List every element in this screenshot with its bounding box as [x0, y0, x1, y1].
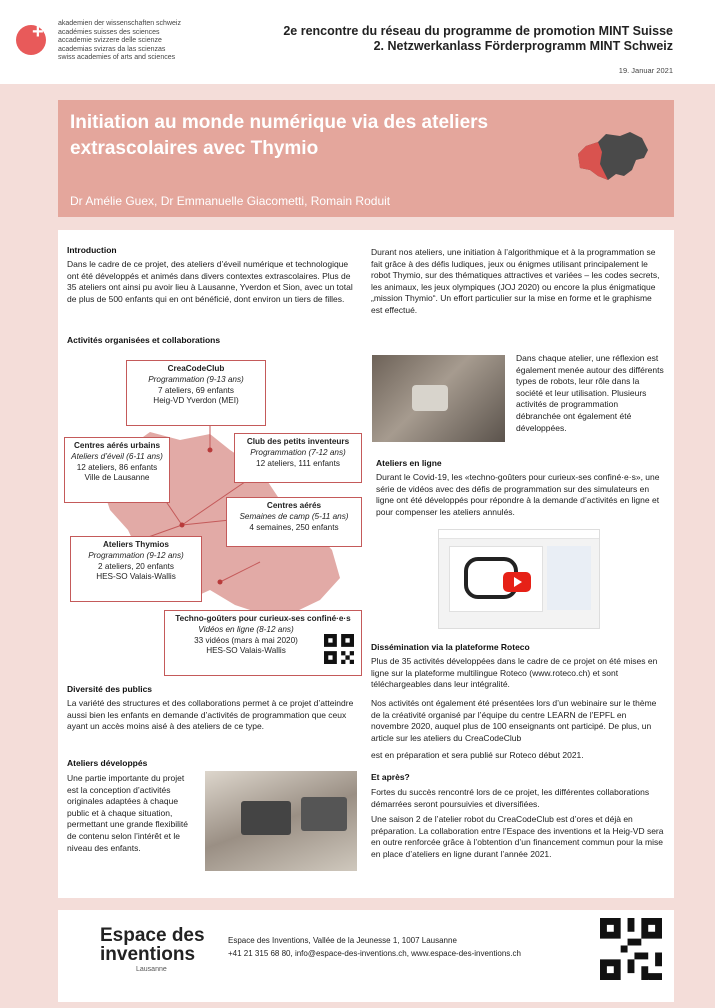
- diversity-text: La variété des structures et des collaborations permet à ce projet d’atteindre aussi bien les enfants en demande d’activités de programmation que ceux ayant un accès moins aisé à des ateliers de ce type.: [67, 698, 354, 732]
- qr-code-icon[interactable]: [324, 634, 354, 664]
- laptop-shape: [301, 797, 347, 831]
- switzerland-map-icon: [572, 124, 652, 190]
- poster-title: Initiation au monde numérique via des ateliers extrascolaires avec Thymio: [70, 112, 489, 159]
- academy-line: akademien der wissenschaften schweiz: [58, 20, 181, 27]
- laptops-photo: [205, 771, 357, 871]
- footer-address: Espace des Inventions, Vallée de la Jeunesse 1, 1007 Lausanne: [228, 936, 457, 945]
- academy-line: accademie svizzere delle scienze: [58, 37, 162, 44]
- footer-contact-line[interactable]: +41 21 315 68 80, info@espace-des-inventions.ch, www.espace-des-inventions.ch: [228, 948, 521, 958]
- online-heading: Ateliers en ligne: [376, 458, 442, 468]
- activities-heading: Activités organisées et collaborations: [67, 335, 221, 345]
- roteco-heading: Dissémination via la plateforme Roteco: [371, 642, 530, 652]
- plus-icon: +: [32, 21, 44, 43]
- box-creacodeclub: [126, 360, 266, 426]
- box-subtitle: Programmation (7-12 ans): [250, 447, 346, 457]
- box-subtitle: Programmation (9-12 ans): [88, 550, 184, 560]
- next-heading: Et après?: [371, 772, 410, 782]
- box-subtitle: Semaines de camp (5-11 ans): [239, 511, 349, 521]
- children-robots-photo: [372, 355, 505, 442]
- box-line: 2 ateliers, 20 enfants: [97, 561, 174, 571]
- footer-contact: [228, 935, 521, 960]
- academy-line: academias svizras da las scienzas: [58, 45, 166, 53]
- video-screenshot[interactable]: [438, 529, 600, 629]
- box-title: Centres aérés: [266, 501, 322, 510]
- box-title: Club des petits inventeurs: [246, 437, 350, 446]
- box-centres-aeres: [226, 497, 362, 547]
- robot-shape: [412, 385, 448, 411]
- event-title: [283, 24, 673, 54]
- box-line: 4 semaines, 250 enfants: [249, 522, 339, 532]
- box-line: HES-SO Valais-Wallis: [206, 646, 286, 656]
- intro-right-text: Durant nos ateliers, une initiation à l’algorithmique et à la programmation se fait grâce à des défis ludiques, jeux ou énigmes utilisant principalement le robot Thymio, sur des thématiques attractives et variées – les codes secrets, les animaux, les jeux olympiques (JOJ 2020) ou encore la plus énigmatique „mission Thymio“. Un effort particulier sur la mise en forme et le graphisme est effectué.: [371, 247, 660, 315]
- box-line: 7 ateliers, 69 enfants: [157, 385, 234, 395]
- play-button[interactable]: [503, 572, 531, 592]
- brand-line: inventions: [100, 944, 196, 965]
- roteco-text-1: Plus de 35 activités développées dans le cadre de ce projet on été mises en ligne sur la plateforme multilingue Roteco (www.roteco.ch) et sont téléchargeables dans leur intégralité.: [371, 656, 658, 690]
- brand-line: Espace des: [100, 925, 205, 946]
- video-topbar: [439, 530, 599, 539]
- intro-heading: Introduction: [67, 245, 117, 255]
- play-icon: [514, 577, 522, 587]
- code-panel: [547, 546, 591, 610]
- academy-line: académies suisses des sciences: [58, 28, 160, 36]
- intro-text: Dans le cadre de ce projet, des ateliers d’éveil numérique et technologique ont été développés et animés dans divers contextes extrascolaires. Plus de 35 ateliers ont ainsi pu avoir lieu à Lausanne, Yverdon et Sion, avec un total de plus de 500 enfants qui en ont bénéficié, dont environ un tiers de filles.: [67, 259, 353, 304]
- developed-text: Une partie importante du projet est la conception d’activités originales adaptées à chaque public et à chaque situation, permettant une grande flexibilité de contenu selon l’intérêt et le niveau des enfants.: [67, 773, 188, 853]
- box-club-petits-inventeurs: [234, 433, 362, 483]
- box-line: Ville de Lausanne: [84, 473, 150, 483]
- box-line: 33 vidéos (mars à mai 2020): [194, 635, 298, 645]
- box-ateliers-thymios: [70, 536, 202, 602]
- espace-des-inventions-logo: [100, 926, 205, 964]
- box-title: CreaCodeClub: [167, 364, 225, 373]
- next-text-2: Une saison 2 de l’atelier robot du CreaCodeClub est d’ores et déjà en préparation. La collaboration entre l’Espace des inventions et la Heig-VD sera en outre renforcée grâce à l’obtention d’un financement commun pour la mise en place d’ateliers en ligne durant l’année 2021.: [371, 814, 664, 859]
- next-text-1: Fortes du succès rencontré lors de ce projet, les différentes collaborations démarrées seront poursuivies et diversifiées.: [371, 787, 650, 809]
- box-subtitle: Ateliers d’éveil (6-11 ans): [71, 451, 163, 461]
- laptop-shape: [241, 801, 291, 835]
- box-line: 12 ateliers, 111 enfants: [256, 458, 340, 468]
- box-line: Heig-VD Yverdon (MEI): [153, 396, 239, 406]
- box-subtitle: Vidéos en ligne (8-12 ans): [198, 624, 294, 634]
- roteco-text-2: Nos activités ont également été présentées lors d’un webinaire sur le thème de la créativité organisé par l’équipe du centre LEARN de l’EPFL en novembre 2020, auquel plus de 100 enseignants ont participé. De plus, un article sur les ateliers du CreaCodeClub: [371, 698, 657, 743]
- box-line: 12 ateliers, 86 enfants: [76, 462, 158, 472]
- footer-qr-code-icon[interactable]: [600, 918, 662, 980]
- box-title: Centres aérés urbains: [73, 441, 160, 450]
- box-title: Techno-goûters pour curieux-ses confiné·e·s: [175, 614, 351, 623]
- box-centres-aeres-urbains: [64, 437, 170, 503]
- diversity-heading: Diversité des publics: [67, 684, 153, 694]
- roteco-text-3: est en préparation et sera publié sur Roteco début 2021.: [371, 750, 584, 760]
- box-subtitle: Programmation (9-13 ans): [148, 374, 244, 384]
- reflection-text: Dans chaque atelier, une réflexion est également menée autour des différents types de robots, leur rôle dans la société et leur utilisation. Plusieurs activités de programmation débranchée ont également été développées.: [516, 353, 664, 433]
- academy-line: swiss academies of arts and sciences: [58, 54, 176, 61]
- event-title-de: 2. Netzwerkanlass Förderprogramm MINT Schweiz: [373, 39, 673, 53]
- event-date: 19. Januar 2021: [618, 66, 673, 75]
- box-title: Ateliers Thymios: [103, 540, 169, 549]
- online-text: Durant le Covid-19, les «techno-goûters pour curieux-ses confiné·e·s», une série de vidéos avec des défis de programmation sur des simulateurs en ligne ont été développés pour répondre à la demande d’activités en ligne et pour compenser les ateliers annulés.: [376, 472, 660, 517]
- developed-heading: Ateliers développés: [67, 758, 148, 768]
- poster-authors: Dr Amélie Guex, Dr Emmanuelle Giacometti, Romain Roduit: [70, 194, 391, 208]
- event-title-fr: 2e rencontre du réseau du programme de promotion MINT Suisse: [283, 24, 673, 38]
- box-line: HES-SO Valais-Wallis: [96, 572, 176, 582]
- academies-name: [58, 20, 181, 63]
- brand-subtitle: Lausanne: [136, 966, 167, 973]
